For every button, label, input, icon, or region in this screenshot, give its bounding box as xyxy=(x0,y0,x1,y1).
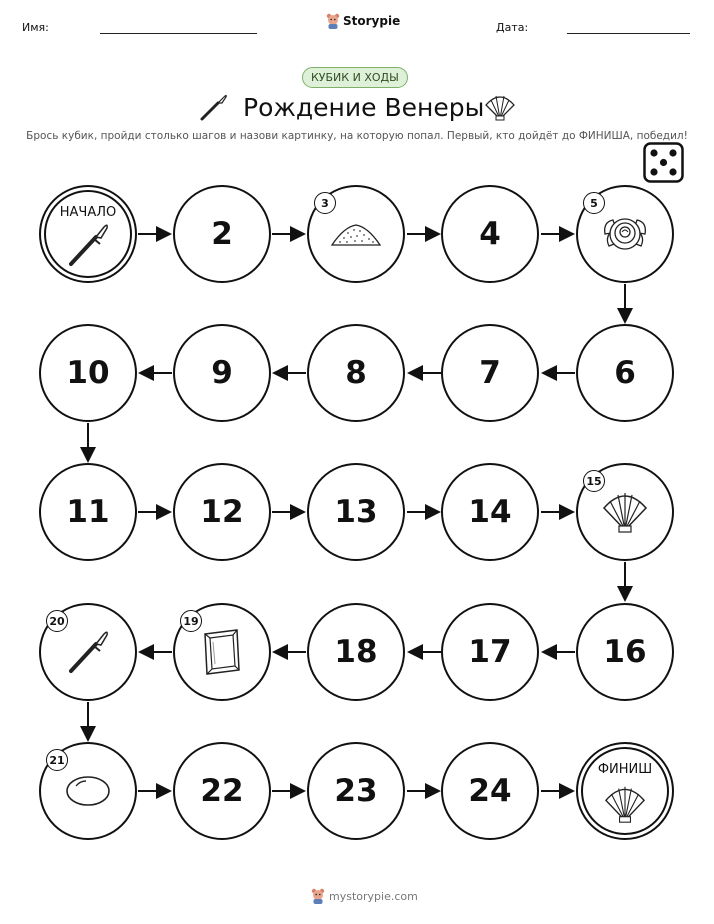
seashell-icon xyxy=(602,784,648,824)
cell-number: 9 xyxy=(211,355,233,391)
cell-4 xyxy=(441,185,539,283)
cell-10 xyxy=(39,324,137,422)
footer xyxy=(311,888,418,904)
cell-3-badge: 3 xyxy=(314,192,336,214)
cell-14 xyxy=(441,463,539,561)
cell-8 xyxy=(307,324,405,422)
name-label: Имя: xyxy=(22,21,49,34)
cell-9 xyxy=(173,324,271,422)
instructions: Брось кубик, пройди столько шагов и назови картинку, на которую попал. Первый, кто дойдёт до ФИНИША, победил! xyxy=(26,130,688,142)
cell-number: 8 xyxy=(345,355,367,391)
cell-number: 11 xyxy=(66,494,110,530)
cell-13 xyxy=(307,463,405,561)
finish-label: ФИНИШ xyxy=(597,762,653,777)
cell-number: 14 xyxy=(468,494,512,530)
cell-16 xyxy=(576,603,674,701)
cell-21-badge: 21 xyxy=(46,749,68,771)
finish-cell xyxy=(576,742,674,840)
paintbrush-icon xyxy=(63,220,113,270)
cell-number: 10 xyxy=(66,355,110,391)
seashell-icon xyxy=(600,490,650,534)
start-label: НАЧАЛО xyxy=(59,205,117,220)
cell-number: 6 xyxy=(614,355,636,391)
cell-22 xyxy=(173,742,271,840)
cell-18 xyxy=(307,603,405,701)
cell-24 xyxy=(441,742,539,840)
cell-20-badge: 20 xyxy=(46,610,68,632)
start-cell xyxy=(39,185,137,283)
cell-number: 4 xyxy=(479,216,501,252)
game-type-badge: КУБИК И ХОДЫ xyxy=(302,67,408,88)
paintbrush-icon xyxy=(63,627,113,677)
cell-number: 13 xyxy=(334,494,378,530)
cell-23 xyxy=(307,742,405,840)
cell-number: 18 xyxy=(334,634,378,670)
sand-pile-icon xyxy=(330,219,382,249)
cell-number: 22 xyxy=(200,773,244,809)
cell-6 xyxy=(576,324,674,422)
cell-11 xyxy=(39,463,137,561)
cell-12 xyxy=(173,463,271,561)
cell-5-badge: 5 xyxy=(583,192,605,214)
cell-19-badge: 19 xyxy=(180,610,202,632)
bear-mascot-icon xyxy=(311,888,325,904)
cell-number: 17 xyxy=(468,634,512,670)
cell-number: 16 xyxy=(603,634,647,670)
canvas-frame-icon xyxy=(199,626,245,678)
cell-17 xyxy=(441,603,539,701)
page-title: Рождение Венеры xyxy=(243,93,485,122)
pearl-icon xyxy=(64,774,112,808)
cell-15-badge: 15 xyxy=(583,470,605,492)
cell-number: 2 xyxy=(211,216,233,252)
cell-2 xyxy=(173,185,271,283)
cell-number: 24 xyxy=(468,773,512,809)
cell-7 xyxy=(441,324,539,422)
brand-name: Storypie xyxy=(343,14,401,28)
cell-number: 7 xyxy=(479,355,501,391)
date-label: Дата: xyxy=(496,21,529,34)
rose-icon xyxy=(601,212,649,256)
cell-number: 23 xyxy=(334,773,378,809)
footer-url[interactable]: mystorypie.com xyxy=(329,889,418,903)
cell-number: 12 xyxy=(200,494,244,530)
